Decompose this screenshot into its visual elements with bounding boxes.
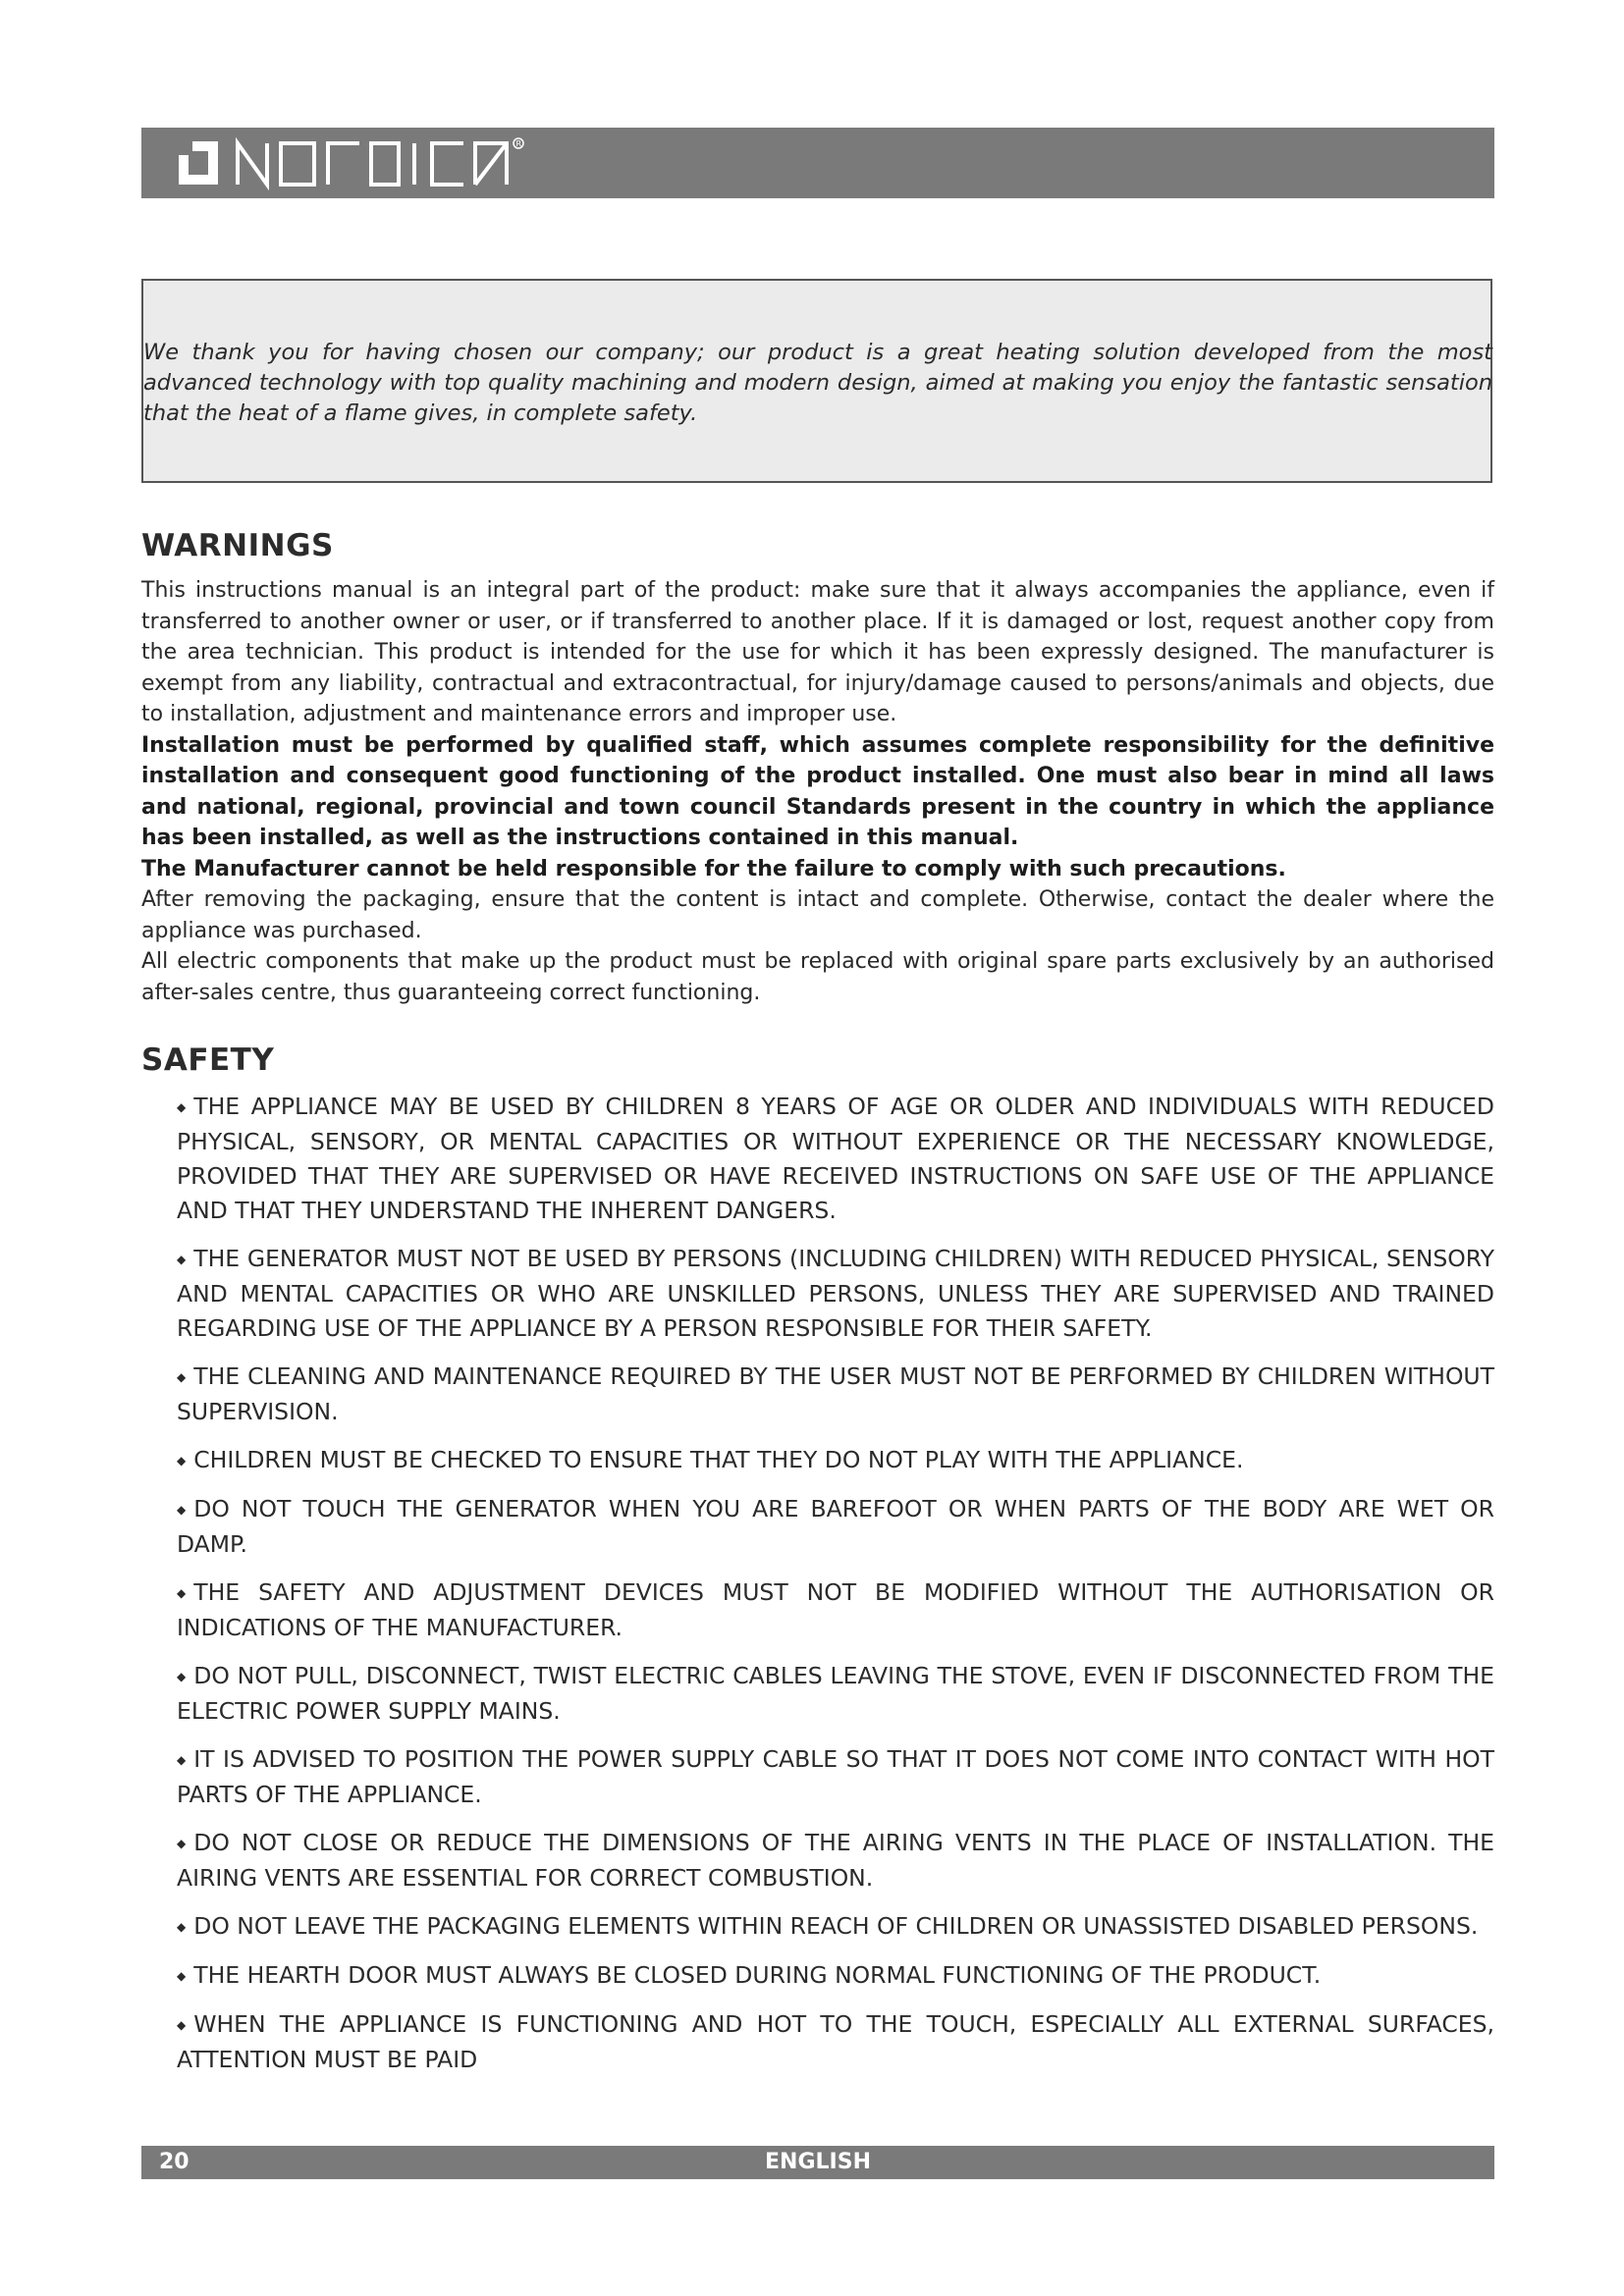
safety-item	[177, 1360, 1494, 1429]
safety-item-text: THE HEARTH DOOR MUST ALWAYS BE CLOSED DURING NORMAL FUNCTIONING OF THE PRODUCT.	[193, 1961, 1322, 1989]
safety-item	[177, 1742, 1494, 1812]
safety-item	[177, 1659, 1494, 1729]
warnings-paragraph: The Manufacturer cannot be held responsible for the failure to comply with such precautions.	[141, 856, 1286, 881]
diamond-bullet-icon: ◆	[177, 1586, 187, 1600]
safety-item	[177, 1492, 1494, 1562]
safety-title: SAFETY	[141, 1042, 275, 1078]
diamond-bullet-icon: ◆	[177, 1969, 187, 1983]
warnings-paragraph: All electric components that make up the product must be replaced with original spare parts exclusively by an authorised after-sales centre, thus guaranteeing correct functioning.	[141, 949, 1494, 1005]
safety-item	[177, 1575, 1494, 1645]
warnings-body	[141, 575, 1494, 1008]
diamond-bullet-icon: ◆	[177, 1920, 187, 1934]
safety-item-text: THE SAFETY AND ADJUSTMENT DEVICES MUST NOT BE MODIFIED WITHOUT THE AUTHORISATION OR INDICATIONS OF THE MANUFACTURER.	[177, 1578, 1494, 1641]
safety-list	[177, 1090, 1494, 2091]
safety-item	[177, 1909, 1494, 1945]
warnings-paragraph: This instructions manual is an integral part of the product: make sure that it always accompanies the appliance, even if transferred to another owner or user, or if transferred to another place. If it is damaged or lost, request another copy from the area technician. This product is intended for the use for which it has been expressly designed. The manufacturer is exempt from any liability, contractual and extracontractual, for injury/damage caused to persons/animals and objects, due to installation, adjustment and maintenance errors and improper use.	[141, 578, 1494, 726]
safety-item-text: DO NOT CLOSE OR REDUCE THE DIMENSIONS OF THE AIRING VENTS IN THE PLACE OF INSTALLATION. THE AIRING VENTS ARE ESSENTIAL FOR CORRECT COMBUSTION.	[177, 1829, 1494, 1892]
diamond-bullet-icon: ◆	[177, 1370, 187, 1384]
page-number: 20	[159, 2150, 189, 2174]
safety-item-text: DO NOT TOUCH THE GENERATOR WHEN YOU ARE BAREFOOT OR WHEN PARTS OF THE BODY ARE WET OR DAMP.	[177, 1495, 1494, 1558]
safety-item-text: IT IS ADVISED TO POSITION THE POWER SUPPLY CABLE SO THAT IT DOES NOT COME INTO CONTACT WITH HOT PARTS OF THE APPLIANCE.	[177, 1745, 1494, 1808]
header-bar	[141, 128, 1494, 198]
safety-item	[177, 1443, 1494, 1478]
warnings-paragraph: After removing the packaging, ensure that the content is intact and complete. Otherwise, contact the dealer where the appliance was purchased.	[141, 887, 1494, 943]
diamond-bullet-icon: ◆	[177, 1454, 187, 1468]
diamond-bullet-icon: ◆	[177, 1837, 187, 1850]
svg-text:R: R	[515, 139, 522, 148]
safety-item	[177, 1242, 1494, 1346]
safety-item	[177, 1826, 1494, 1896]
diamond-bullet-icon: ◆	[177, 1503, 187, 1517]
safety-item-text: CHILDREN MUST BE CHECKED TO ENSURE THAT THEY DO NOT PLAY WITH THE APPLIANCE.	[193, 1446, 1244, 1473]
warnings-paragraph: Installation must be performed by qualified staff, which assumes complete responsibility for the definitive installation and consequent good functioning of the product installed. One must also bear in mind all laws and national, regional, provincial and town council Standards present in the country in which the appliance has been installed, as well as the instructions contained in this manual.	[141, 732, 1494, 850]
diamond-bullet-icon: ◆	[177, 2018, 187, 2032]
diamond-bullet-icon: ◆	[177, 1670, 187, 1683]
safety-item-text: THE CLEANING AND MAINTENANCE REQUIRED BY THE USER MUST NOT BE PERFORMED BY CHILDREN WITHOUT SUPERVISION.	[177, 1362, 1494, 1425]
language-label: ENGLISH	[765, 2150, 871, 2174]
safety-item-text: WHEN THE APPLIANCE IS FUNCTIONING AND HOT TO THE TOUCH, ESPECIALLY ALL EXTERNAL SURFACES, ATTENTION MUST BE PAID	[177, 2010, 1494, 2073]
nordica-logo-icon	[177, 135, 550, 190]
intro-box	[141, 279, 1492, 483]
warnings-title: WARNINGS	[141, 528, 334, 563]
safety-item-text: DO NOT LEAVE THE PACKAGING ELEMENTS WITHIN REACH OF CHILDREN OR UNASSISTED DISABLED PERSONS.	[193, 1912, 1479, 1940]
diamond-bullet-icon: ◆	[177, 1100, 187, 1114]
diamond-bullet-icon: ◆	[177, 1753, 187, 1767]
safety-item-text: THE APPLIANCE MAY BE USED BY CHILDREN 8 YEARS OF AGE OR OLDER AND INDIVIDUALS WITH REDUCED PHYSICAL, SENSORY, OR MENTAL CAPACITIES OR WITHOUT EXPERIENCE OR THE NECESSARY KNOWLEDGE, PROVIDED THAT THEY ARE SUPERVISED OR HAVE RECEIVED INSTRUCTIONS ON SAFE USE OF THE APPLIANCE AND THAT THEY UNDERSTAND THE INHERENT DANGERS.	[177, 1093, 1494, 1224]
safety-item-text: THE GENERATOR MUST NOT BE USED BY PERSONS (INCLUDING CHILDREN) WITH REDUCED PHYSICAL, SENSORY AND MENTAL CAPACITIES OR WHO ARE UNSKILLED PERSONS, UNLESS THEY ARE SUPERVISED AND TRAINED REGARDING USE OF THE APPLIANCE BY A PERSON RESPONSIBLE FOR THEIR SAFETY.	[177, 1245, 1494, 1342]
intro-text: We thank you for having chosen our company; our product is a great heating solution developed from the most advanced technology with top quality machining and modern design, aimed at making you enjoy the fantastic sensation that the heat of a flame gives, in complete safety.	[143, 340, 1492, 426]
diamond-bullet-icon: ◆	[177, 1253, 187, 1266]
safety-item	[177, 2007, 1494, 2077]
footer-bar	[141, 2146, 1494, 2179]
safety-item-text: DO NOT PULL, DISCONNECT, TWIST ELECTRIC CABLES LEAVING THE STOVE, EVEN IF DISCONNECTED FROM THE ELECTRIC POWER SUPPLY MAINS.	[177, 1662, 1494, 1725]
safety-item	[177, 1958, 1494, 1994]
logo-graphic	[177, 135, 550, 190]
safety-item	[177, 1090, 1494, 1228]
